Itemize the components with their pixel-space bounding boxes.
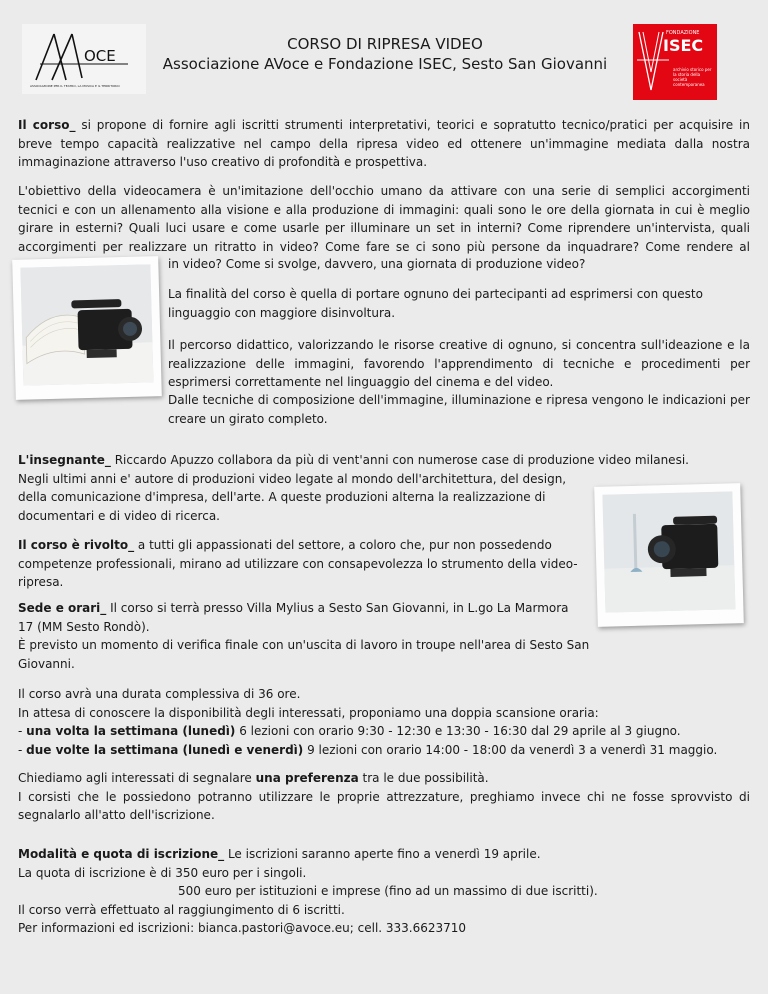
- sede-line-3: È previsto un momento di verifica finale con un'uscita di lavoro in troupe nell'area di Sesto San: [18, 638, 590, 652]
- modalita-paragraph: [18, 845, 750, 938]
- modalita-label: Modalità e quota di iscrizione_: [18, 847, 225, 861]
- rivolto-line-1: [18, 536, 608, 555]
- finalita-paragraph: La finalità del corso è quella di portare ognuno dei partecipanti ad esprimersi con questo linguaggio con maggiore disinvoltura.: [168, 287, 703, 320]
- intro-text: si propone di fornire agli iscritti strumenti interpretativi, teorici e sopratutto tecnico/pratici per acquisire in breve tempo capacità realizzative nel campo della ripresa video ed ottenere un'immagine mediata dalla nostra immaginazione attraverso l'uso creativo di profondità e prospettiva.: [18, 118, 751, 169]
- rivolto-line-3: ripresa.: [18, 575, 64, 589]
- insegnante-line-3: della comunicazione d'impresa, dell'arte. A queste produzioni alterna la realizzazione di: [18, 490, 546, 504]
- durata-option-2: [18, 741, 758, 760]
- rivolto-paragraph: [18, 536, 608, 592]
- modalita-line-5: Per informazioni ed iscrizioni: bianca.pastori@avoce.eu; cell. 333.6623710: [18, 921, 467, 935]
- avoce-logo-mark: [32, 30, 132, 82]
- modalita-text-1: Le iscrizioni saranno aperte fino a venerdì 19 aprile.: [224, 847, 541, 861]
- insegnante-line-2: Negli ultimi anni e' autore di produzioni video legate al mondo dell'architettura, del design,: [18, 471, 567, 486]
- isec-logo-label: FONDAZIONE: [666, 30, 700, 36]
- modalita-line-1: [18, 845, 750, 864]
- sede-line-4: Giovanni.: [18, 656, 75, 671]
- modalita-line-3: 500 euro per istituzioni e imprese (fino ad un massimo di due iscritti).: [178, 884, 598, 898]
- camera-on-table-image: [602, 491, 735, 612]
- durata-option-2-prefix: -: [18, 742, 27, 757]
- durata-line-2: In attesa di conoscere la disponibilità degli interessati, proponiamo una doppia scansione oraria:: [18, 705, 599, 720]
- percorso-paragraph-2: Dalle tecniche di composizione dell'immagine, illuminazione e ripresa vengono le indicazioni per creare un girato completo.: [168, 393, 750, 426]
- preferenza-bold: una preferenza: [255, 771, 359, 785]
- title-line-1: CORSO DI RIPRESA VIDEO: [287, 35, 483, 53]
- preferenza-line-1: [18, 769, 750, 788]
- durata-option-2-text: 9 lezioni con orario 14:00 - 18:00 da venerdì 3 a venerdì 31 maggio.: [303, 742, 718, 757]
- durata-option-1: [18, 722, 758, 741]
- durata-option-2-bold: due volte la settimana (lunedì e venerdì): [26, 742, 304, 757]
- avoce-logo: [22, 24, 146, 94]
- preferenza-line-2: I corsisti che le possiedono potranno utilizzare le proprie attrezzature, preghiamo invece chi ne fosse sprovvisto di segnalarlo all'atto dell'iscrizione.: [18, 789, 750, 822]
- sede-label: Sede e orari_: [18, 601, 107, 615]
- durata-line-1: Il corso avrà una durata complessiva di 36 ore.: [18, 687, 301, 701]
- obiettivo-last-line: in video? Come si svolge, davvero, una giornata di produzione video?: [168, 257, 586, 271]
- camera-photo-left: [12, 256, 162, 400]
- durata-option-1-bold: una volta la settimana (lunedì): [26, 724, 236, 738]
- durata-option-1-text: 6 lezioni con orario 9:30 - 12:30 e 13:30 - 16:30 dal 29 aprile al 3 giugno.: [235, 724, 681, 738]
- isec-logo-tagline: archivio storico per la storia della società contemporanea: [673, 67, 712, 87]
- isec-logo-name: ISEC: [663, 36, 704, 55]
- insegnante-line-1: [18, 451, 750, 470]
- percorso-paragraph-1: Il percorso didattico, valorizzando le risorse creative di ognuno, si concentra sull'ideazione e la realizzazione delle immagini, favorendo l'apprendimento di tecniche e procedimenti per esprimersi correttamente nel linguaggio del cinema e del video.: [168, 338, 750, 389]
- preferenza-paragraph: [18, 769, 750, 825]
- page-title: [150, 34, 620, 74]
- title-line-2: Associazione AVoce e Fondazione ISEC, Sesto San Giovanni: [162, 55, 608, 73]
- insegnante-text-1: Riccardo Apuzzo collabora da più di vent'anni con numerose case di produzione video milanesi.: [110, 453, 689, 467]
- camera-photo-right: [594, 483, 744, 627]
- isec-logo: [633, 24, 717, 100]
- insegnante-label: L'insegnante_: [18, 453, 111, 467]
- sede-paragraph: [18, 599, 608, 673]
- modalita-line-4: Il corso verrà effettuato al raggiungimento di 6 iscritti.: [18, 902, 345, 917]
- preferenza-text-a: Chiediamo agli interessati di segnalare: [18, 771, 256, 785]
- modalita-line-2: La quota di iscrizione è di 350 euro per i singoli.: [18, 865, 307, 880]
- intro-paragraph: [18, 116, 750, 172]
- sede-line-2: 17 (MM Sesto Rondò).: [18, 619, 150, 634]
- rivolto-line-2: competenze professionali, mirano ad utilizzare con consapevolezza lo strumento della video-: [18, 556, 578, 571]
- rivolto-text-1: a tutti gli appassionati del settore, a coloro che, pur non possedendo: [134, 538, 552, 552]
- durata-paragraph: [18, 685, 758, 759]
- camera-on-book-image: [20, 264, 153, 385]
- avoce-logo-subtitle: ASSOCIAZIONE PER IL TEATRO, LA MUSICA E IL TERRITORIO: [30, 84, 120, 88]
- obiettivo-text: L'obiettivo della videocamera è un'imitazione dell'occhio umano da attivare con una serie di semplici accorgimenti tecnici e con un allenamento alla visione e alla produzione di immagini: quali sono le ore della giornata in cui è meglio girare in esterni? Quali luci usare e come usarle per illuminare un set in interni? Come riprendere un'intervista, quali accorgimenti per realizzare un ritratto in video? Come fare se ci sono più persone da inquadrare? Come rendere al: [18, 184, 750, 254]
- rivolto-label: Il corso è rivolto_: [18, 538, 135, 552]
- intro-label: Il corso_: [18, 118, 76, 132]
- durata-option-1-prefix: -: [18, 724, 27, 738]
- insegnante-line-4: documentari e di video di ricerca.: [18, 508, 220, 523]
- sede-line-1: [18, 599, 608, 618]
- preferenza-text-b: tra le due possibilità.: [358, 771, 489, 785]
- sede-text-1: Il corso si terrà presso Villa Mylius a Sesto San Giovanni, in L.go La Marmora: [106, 601, 569, 615]
- avoce-logo-text: OCE: [84, 47, 116, 65]
